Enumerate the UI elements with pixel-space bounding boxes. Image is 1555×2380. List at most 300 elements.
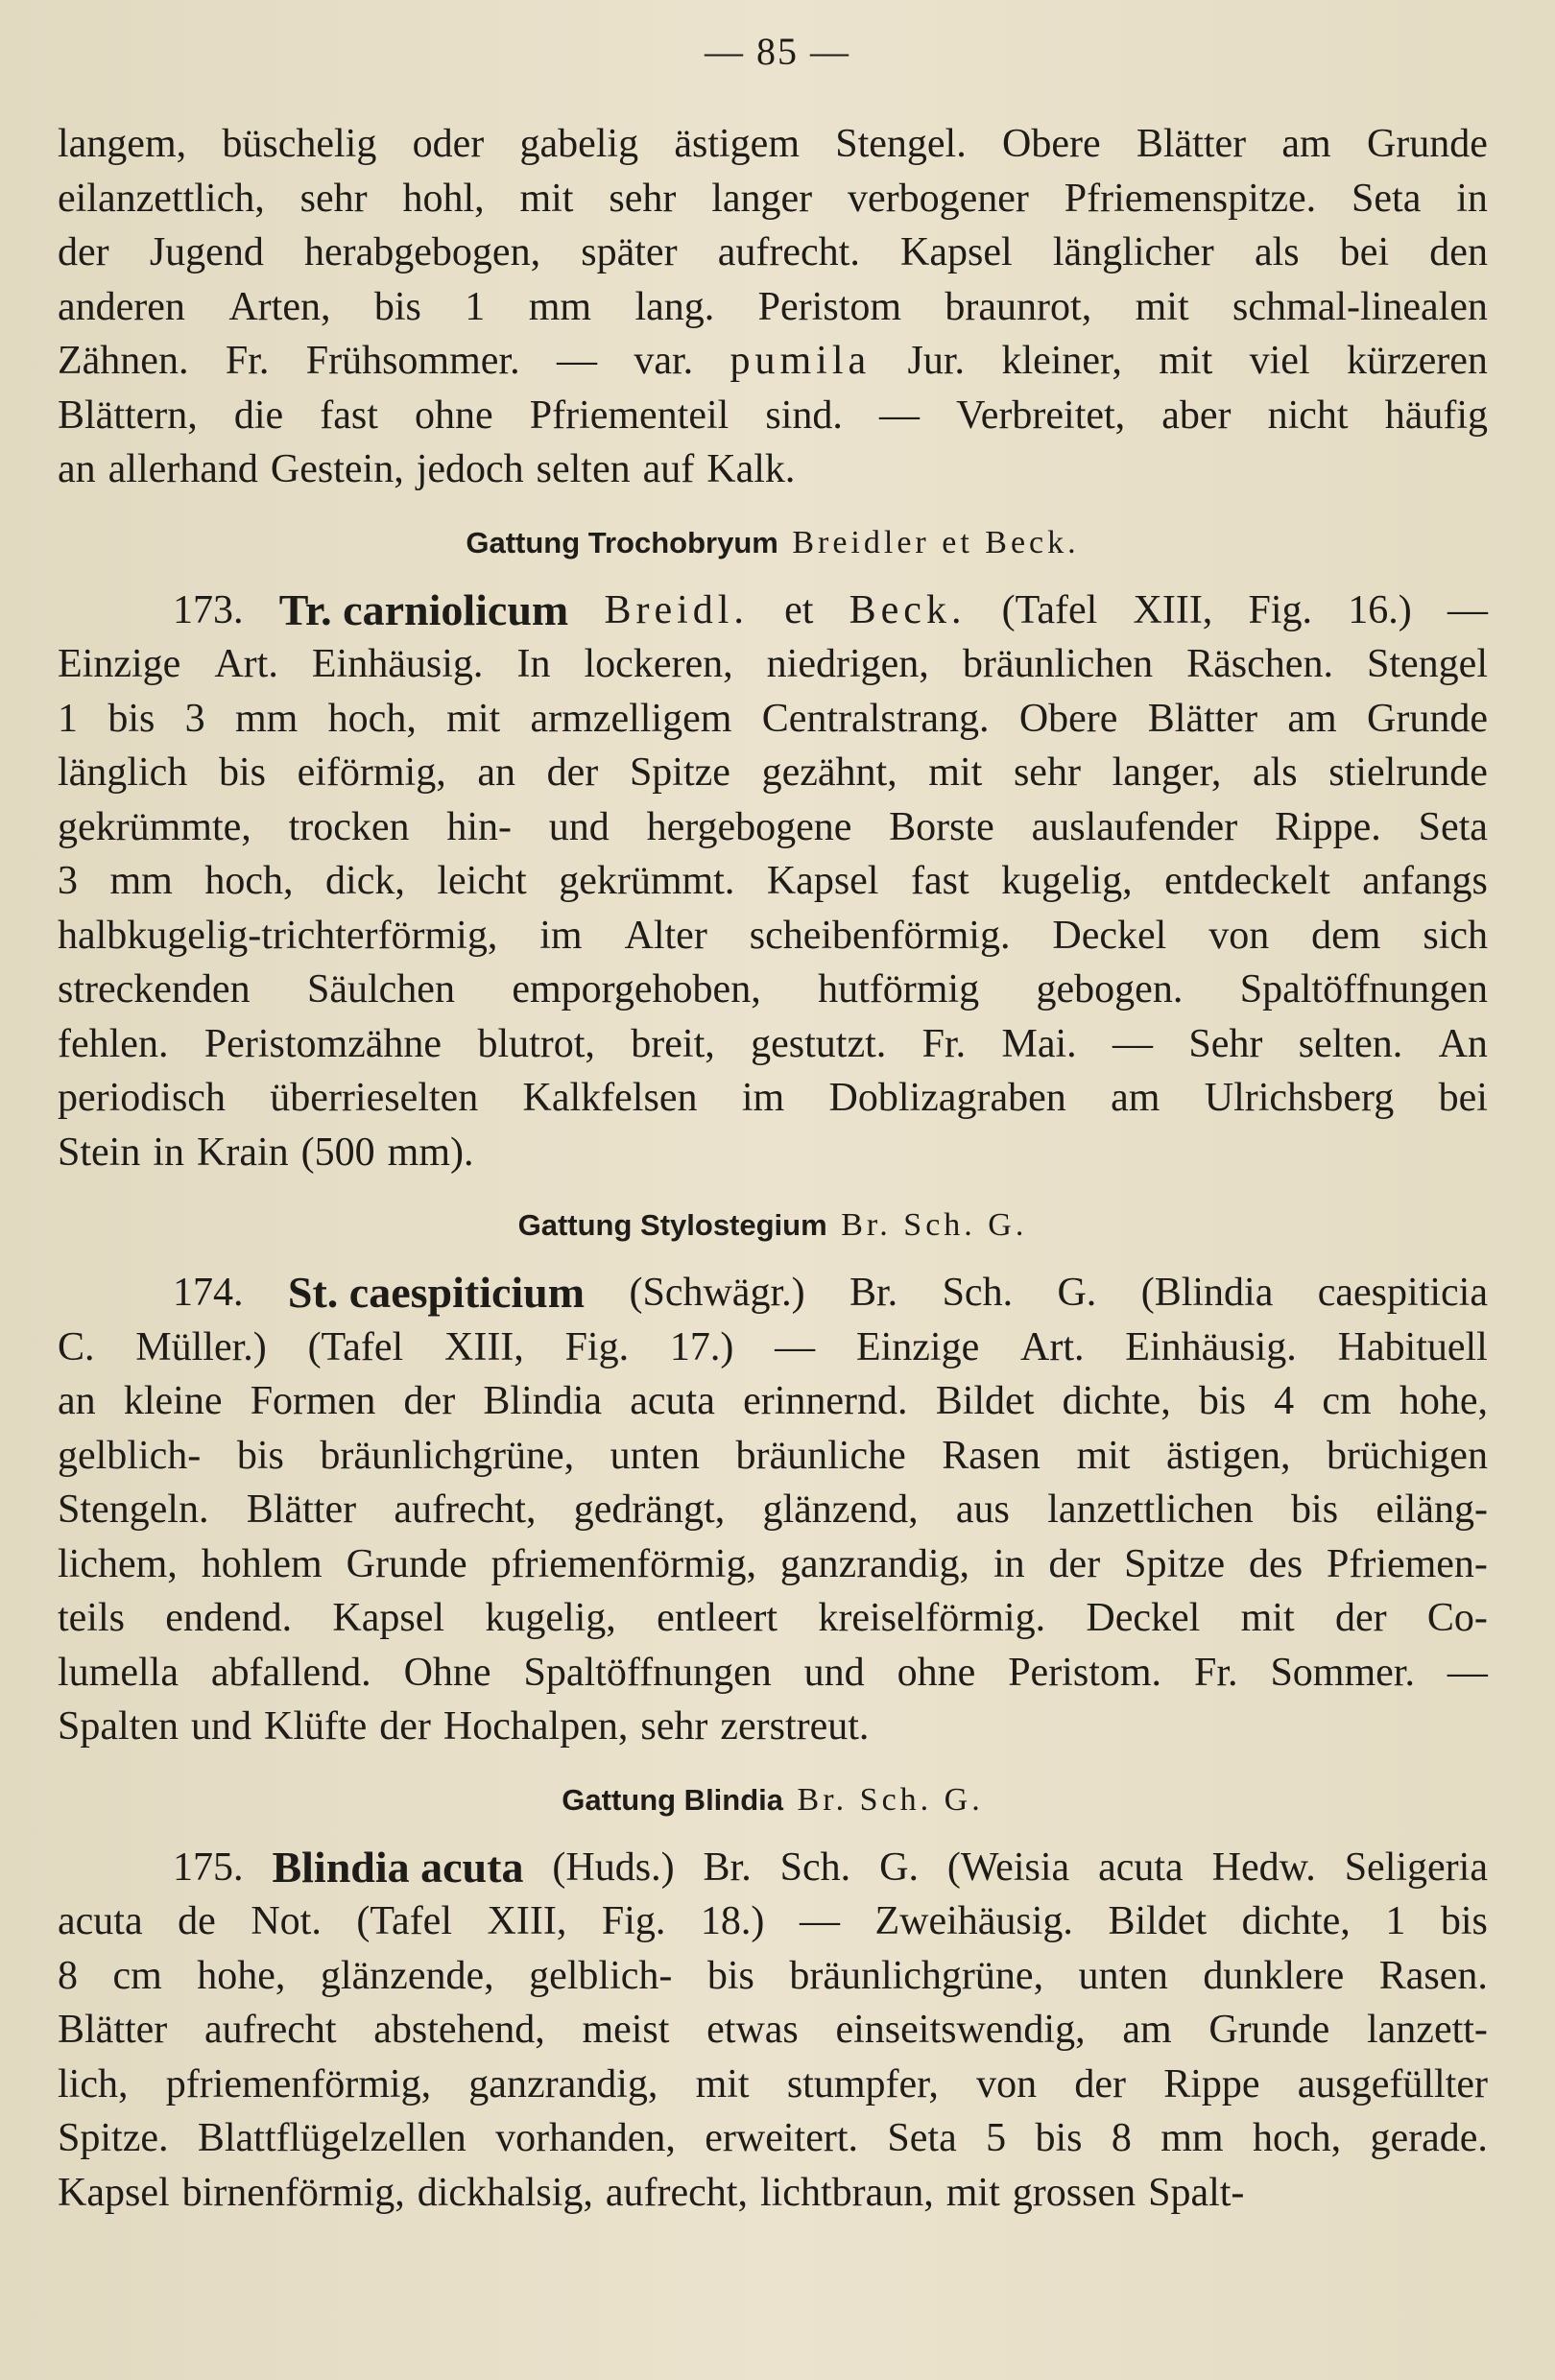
genus-authority: Breidler et Beck. <box>792 524 1080 560</box>
text-line <box>58 117 1488 172</box>
word: Bildet <box>935 1379 1035 1423</box>
word: am <box>1287 696 1337 741</box>
word: hoch, <box>327 696 417 741</box>
word: gedrängt, <box>573 1488 726 1532</box>
word: (Huds.) <box>552 1844 675 1890</box>
word: hergebogene <box>646 804 852 849</box>
word: lich, <box>58 2061 129 2106</box>
word: Seligeria <box>1344 1844 1488 1890</box>
paragraph <box>58 583 1488 1180</box>
word: Stengel. <box>835 122 967 166</box>
word: auslaufender <box>1031 804 1238 849</box>
word: Blätter <box>1147 696 1258 741</box>
word: Formen <box>250 1379 376 1423</box>
text-line <box>58 1266 1488 1321</box>
word: abfallend. <box>210 1650 371 1695</box>
word: im <box>539 913 583 958</box>
word: entleert <box>657 1596 778 1640</box>
genus-authority: Br. Sch. G. <box>797 1781 984 1818</box>
word: Einzige <box>855 1324 980 1369</box>
word: langer <box>711 176 813 221</box>
word: sehr <box>640 1704 708 1749</box>
word: den <box>1429 230 1488 274</box>
word: Co- <box>1426 1596 1488 1640</box>
word: An <box>1438 1021 1488 1066</box>
word: Spaltöffnungen <box>523 1650 772 1695</box>
word: bräunlichgrüne, <box>789 1953 1044 1998</box>
word: Borste <box>889 804 994 849</box>
word: trocken <box>288 804 410 849</box>
word: Centralstrang. <box>761 696 990 741</box>
word: im <box>741 1076 785 1120</box>
word: jedoch <box>416 447 524 491</box>
word: Beck. <box>849 587 967 632</box>
word: nicht <box>1267 393 1349 438</box>
word: stumpfer, <box>786 2061 939 2106</box>
word: Grunde <box>1366 122 1488 166</box>
word: Kalkfelsen <box>522 1076 698 1120</box>
text-line <box>58 692 1488 747</box>
word: Deckel <box>1052 913 1167 958</box>
page-number: — 85 — <box>705 30 850 73</box>
word: an <box>477 750 516 795</box>
word: langem, <box>58 122 187 166</box>
word: Spaltöffnungen <box>1239 967 1488 1012</box>
text-line <box>58 963 1488 1017</box>
word: XIII, <box>487 1899 567 1943</box>
word: 1 <box>1385 1899 1406 1943</box>
word: Einzige <box>58 642 181 686</box>
word: bis <box>218 750 266 795</box>
word: Blattflügelzellen <box>197 2116 466 2160</box>
word: braunrot, <box>945 284 1092 329</box>
word: et <box>784 587 814 632</box>
word: sehr <box>609 176 677 221</box>
word: mit <box>1135 284 1189 329</box>
word: 175. <box>173 1844 244 1890</box>
word: Stein <box>58 1130 141 1175</box>
word: Einhäusig. <box>1125 1324 1297 1369</box>
word: 17.) <box>669 1324 734 1369</box>
word: selten <box>536 447 631 491</box>
word: Tr. carniolicum <box>278 584 569 634</box>
word: der <box>58 230 109 274</box>
word: Blätter <box>58 2008 168 2052</box>
word: — <box>879 393 921 438</box>
word: Jur. <box>907 339 966 383</box>
word: birnenförmig, <box>181 2170 405 2215</box>
word: halbkugelig-trichterförmig, <box>58 913 498 958</box>
word: Hochalpen, <box>443 1704 629 1749</box>
word: blutrot, <box>477 1021 595 1066</box>
word: Sch. <box>779 1844 851 1890</box>
word: bis <box>706 1953 754 1998</box>
word: ohne <box>415 393 493 438</box>
word: bei <box>1339 230 1390 274</box>
word: Kapsel <box>332 1596 445 1640</box>
word: mit <box>1240 1596 1295 1640</box>
word: zerstreut. <box>720 1704 870 1749</box>
word: periodisch <box>58 1076 226 1120</box>
word: — <box>1447 587 1488 632</box>
word: entdeckelt <box>1164 859 1330 903</box>
word: glänzende, <box>320 1953 494 1998</box>
word: acuta <box>630 1379 715 1423</box>
word: Spitze <box>629 750 730 795</box>
word: Stengeln. <box>58 1488 209 1532</box>
word: teils <box>58 1596 125 1640</box>
word: Habituell <box>1337 1324 1488 1369</box>
word: gerade. <box>1370 2116 1488 2160</box>
word: Fr. <box>1193 1650 1238 1695</box>
word: und <box>190 1704 251 1749</box>
word: Säulchen <box>307 967 455 1012</box>
word: Fig. <box>601 1899 666 1943</box>
word: gekrümmt. <box>559 859 735 903</box>
word: schmal-linealen <box>1232 284 1488 329</box>
text-line <box>58 1071 1488 1126</box>
word: eiläng- <box>1376 1488 1488 1532</box>
word: aufrecht <box>204 2008 337 2052</box>
word: bis <box>1198 1379 1246 1423</box>
word: (Weisia <box>946 1844 1070 1890</box>
word: Sommer. <box>1270 1650 1415 1695</box>
word: 18.) <box>700 1899 765 1943</box>
word: Pfriemen- <box>1326 1541 1488 1586</box>
word: bei <box>1438 1076 1488 1120</box>
word: (Schwägr.) <box>629 1271 805 1315</box>
word: de <box>178 1899 216 1943</box>
word: Fig. <box>1248 587 1313 632</box>
text-line <box>58 1429 1488 1484</box>
word: der <box>1334 1596 1387 1640</box>
word: Seta <box>887 2116 957 2160</box>
text-line <box>58 800 1488 855</box>
word: der <box>1048 1541 1101 1586</box>
word: gabelig <box>519 122 639 166</box>
word: Ohne <box>403 1650 491 1695</box>
word: Obere <box>1018 696 1118 741</box>
word: cm <box>1322 1379 1372 1423</box>
word: mit <box>519 176 574 221</box>
word: Spalten <box>58 1704 179 1749</box>
word: brüchigen <box>1327 1433 1488 1478</box>
word: mm <box>1160 2116 1224 2160</box>
word: Art. <box>1020 1324 1085 1369</box>
text-line <box>58 1017 1488 1072</box>
text-line <box>58 854 1488 909</box>
word: Grunde <box>1208 2008 1330 2052</box>
word: cm <box>112 1953 162 1998</box>
word: Verbreitet, <box>956 393 1126 438</box>
word: 5 <box>986 2116 1007 2160</box>
word: an <box>58 1379 96 1423</box>
genus-name: Gattung Trochobryum <box>466 525 778 559</box>
word: und <box>803 1650 865 1695</box>
genus-name: Gattung Blindia <box>562 1782 784 1817</box>
word: — <box>1112 1021 1154 1066</box>
word: Rasen <box>942 1433 1041 1478</box>
word: Kapsel <box>58 2170 170 2215</box>
word: abstehend, <box>373 2008 545 2052</box>
text-line <box>58 583 1488 638</box>
word: aber <box>1161 393 1232 438</box>
text-line <box>58 1483 1488 1537</box>
word: mit <box>446 696 501 741</box>
word: Blätter <box>246 1488 357 1532</box>
word: Pfriemenspitze. <box>1064 176 1317 221</box>
word: Kapsel <box>766 859 879 903</box>
word: aufrecht, <box>394 1488 537 1532</box>
text-line <box>58 280 1488 335</box>
text-line <box>58 1949 1488 2004</box>
word: eiförmig, <box>297 750 446 795</box>
word: einseitswendig, <box>835 2008 1086 2052</box>
word: Spalt- <box>1148 2170 1245 2215</box>
text-line <box>58 2166 1488 2221</box>
word: pfriemenförmig, <box>490 1541 756 1586</box>
word: Ulrichsberg <box>1204 1076 1395 1120</box>
word: Rippe <box>1163 2061 1260 2106</box>
word: der <box>1074 2061 1126 2106</box>
word: hohlem <box>201 1541 323 1586</box>
word: bräunlichgrüne, <box>320 1433 575 1478</box>
text-line <box>58 1646 1488 1701</box>
word: herabgebogen, <box>304 230 541 274</box>
word: 1 <box>465 284 486 329</box>
word: Peristom. <box>1008 1650 1162 1695</box>
word: unten <box>1078 1953 1168 1998</box>
word: an <box>58 447 96 491</box>
word: endend. <box>165 1596 293 1640</box>
text-line <box>58 226 1488 280</box>
word: etwas <box>706 2008 799 2052</box>
word: die <box>233 393 284 438</box>
word: (500 <box>300 1130 375 1175</box>
word: mit <box>945 2170 1000 2215</box>
word: 3 <box>184 696 205 741</box>
text-line <box>58 1841 1488 1895</box>
word: Grunde <box>346 1541 467 1586</box>
text-line <box>58 442 1488 497</box>
text-line <box>58 1591 1488 1646</box>
word: dunklere <box>1203 1953 1345 1998</box>
word: gebogen. <box>1036 967 1184 1012</box>
word: bräunlichen <box>962 642 1154 686</box>
word: Blindia acuta <box>272 1842 524 1892</box>
word: (Blindia <box>1140 1271 1274 1315</box>
word: unten <box>610 1433 700 1478</box>
word: ästigen, <box>1166 1433 1291 1478</box>
word: in <box>1456 176 1488 221</box>
word: (Tafel <box>307 1324 404 1369</box>
word: hin- <box>446 804 512 849</box>
word: — <box>556 339 597 383</box>
word: acuta <box>1098 1844 1184 1890</box>
word: mm). <box>387 1130 474 1175</box>
word: am <box>1281 122 1331 166</box>
word: Gestein, <box>270 447 404 491</box>
word: hohl, <box>402 176 485 221</box>
word: Not. <box>251 1899 322 1943</box>
word: grossen <box>1012 2170 1136 2215</box>
word: — <box>1447 1650 1488 1695</box>
word: bis <box>236 1433 284 1478</box>
word: Grunde <box>1367 696 1488 741</box>
word: 173. <box>173 587 244 632</box>
word: anfangs <box>1362 859 1488 903</box>
word: verbogener <box>848 176 1029 221</box>
word: Zweihäusig. <box>874 1899 1073 1943</box>
text-line <box>58 2003 1488 2058</box>
word: gezähnt, <box>761 750 897 795</box>
word: var. <box>634 339 694 383</box>
genus-heading <box>58 1197 1488 1254</box>
word: ausgefüllter <box>1297 2061 1488 2106</box>
word: leicht <box>437 859 527 903</box>
word: Kalk. <box>706 447 796 491</box>
word: 1 <box>58 696 78 741</box>
word: Peristomzähne <box>203 1021 443 1066</box>
word: XIII, <box>1133 587 1213 632</box>
text-line <box>58 389 1488 443</box>
word: sehr <box>299 176 368 221</box>
word: büschelig <box>222 122 377 166</box>
word: Fr. <box>225 339 270 383</box>
word: eilanzettlich, <box>58 176 265 221</box>
word: Br. <box>703 1844 752 1890</box>
word: aus <box>955 1488 1010 1532</box>
word: Rasen. <box>1378 1953 1488 1998</box>
text-line <box>58 1700 1488 1754</box>
word: in <box>153 1130 185 1175</box>
word: Hedw. <box>1211 1844 1316 1890</box>
word: Spitze <box>1124 1541 1226 1586</box>
word: bis <box>1035 2116 1083 2160</box>
word: Klüfte <box>263 1704 368 1749</box>
word: vorhanden, <box>495 2116 676 2160</box>
word: 174. <box>173 1271 244 1315</box>
word: 8 <box>58 1953 78 1998</box>
word: oder <box>412 122 485 166</box>
word: 4 <box>1274 1379 1295 1423</box>
word: hoch, <box>1252 2116 1342 2160</box>
word: gelblich- <box>529 1953 673 1998</box>
word: Fr. <box>921 1021 967 1066</box>
genus-authority: Br. Sch. G. <box>841 1207 1028 1243</box>
word: ohne <box>897 1650 976 1695</box>
word: länglich <box>58 750 188 795</box>
word: Bildet <box>1108 1899 1208 1943</box>
word: ganzrandig, <box>468 2061 658 2106</box>
word: fast <box>911 859 969 903</box>
word: G. <box>1057 1271 1097 1315</box>
word: fehlen. <box>58 1021 169 1066</box>
word: pfriemenförmig, <box>165 2061 432 2106</box>
word: von <box>976 2061 1038 2106</box>
word: bis <box>1291 1488 1339 1532</box>
paragraph <box>58 117 1488 497</box>
word: 16.) <box>1348 587 1412 632</box>
word: der <box>379 1704 431 1749</box>
word: Zähnen. <box>58 339 189 383</box>
word: mm <box>528 284 592 329</box>
text-line <box>58 909 1488 964</box>
word: lichem, <box>58 1541 178 1586</box>
word: Müller.) <box>135 1324 267 1369</box>
word: scheibenförmig. <box>749 913 1011 958</box>
genus-heading <box>58 514 1488 572</box>
genus-name: Gattung Stylostegium <box>517 1208 827 1242</box>
paragraph <box>58 1841 1488 2221</box>
word: häufig <box>1384 393 1488 438</box>
word: in <box>993 1541 1025 1586</box>
word: dick, <box>325 859 405 903</box>
word: Einhäusig. <box>311 642 484 686</box>
word: lumella <box>58 1650 179 1695</box>
word: als <box>1252 750 1298 795</box>
word: Arten, <box>228 284 331 329</box>
word: ganzrandig, <box>779 1541 969 1586</box>
word: hohe, <box>1399 1379 1488 1423</box>
word: acuta <box>58 1899 143 1943</box>
word: mm <box>235 696 299 741</box>
word: mit <box>1159 339 1213 383</box>
word: Art. <box>214 642 278 686</box>
word: gelblich- <box>58 1433 202 1478</box>
word: glänzend, <box>762 1488 919 1532</box>
word: kleine <box>123 1379 223 1423</box>
word: streckenden <box>58 967 251 1012</box>
word: Kapsel <box>900 230 1013 274</box>
word: Breidl. <box>604 587 749 632</box>
word: von <box>1208 913 1270 958</box>
text-line <box>58 1126 1488 1180</box>
word: anderen <box>58 284 185 329</box>
word: pumila <box>730 339 872 383</box>
word: meist <box>582 2008 670 2052</box>
word: aufrecht, <box>605 2170 748 2215</box>
word: Alter <box>624 913 707 958</box>
word: als <box>1254 230 1300 274</box>
word: Peristom <box>757 284 902 329</box>
word: C. <box>58 1324 95 1369</box>
word: dickhalsig, <box>417 2170 593 2215</box>
text-line <box>58 746 1488 800</box>
word: und <box>548 804 610 849</box>
word: Stengel <box>1367 642 1488 686</box>
word: Räschen. <box>1186 642 1333 686</box>
word: mm <box>109 859 173 903</box>
text-line <box>58 334 1488 389</box>
word: emporgehoben, <box>512 967 761 1012</box>
word: der <box>546 750 599 795</box>
genus-heading <box>58 1772 1488 1829</box>
word: — <box>775 1324 816 1369</box>
text-line <box>58 2111 1488 2166</box>
word: allerhand <box>108 447 258 491</box>
word: kürzeren <box>1347 339 1488 383</box>
word: gestutzt. <box>751 1021 887 1066</box>
word: lanzett- <box>1367 2008 1488 2052</box>
word: später <box>581 230 678 274</box>
word: Sch. <box>942 1271 1014 1315</box>
word: Frühsommer. <box>305 339 520 383</box>
word: Mai. <box>1001 1021 1077 1066</box>
word: fast <box>320 393 378 438</box>
word: (Tafel <box>1001 587 1098 632</box>
word: kleiner, <box>1001 339 1122 383</box>
